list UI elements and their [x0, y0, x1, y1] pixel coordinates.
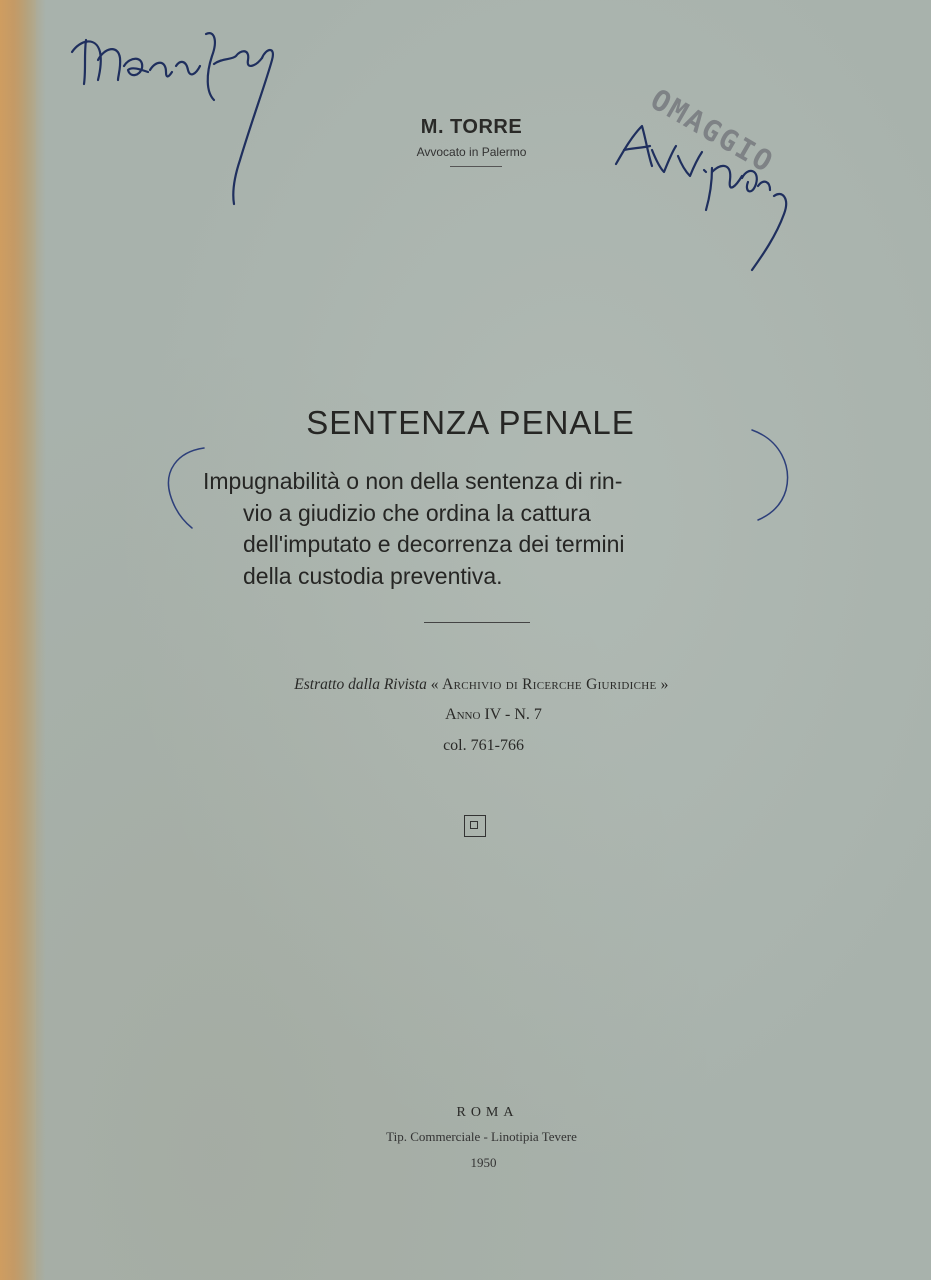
author-divider: [450, 166, 502, 167]
document-subtitle: [203, 466, 763, 592]
column-range: col. 761-766: [443, 737, 524, 754]
subtitle-line-4: della custodia preventiva.: [243, 562, 503, 589]
extract-prefix: Estratto dalla Rivista: [294, 676, 427, 693]
imprint-city: ROMA: [456, 1105, 519, 1120]
author-name: M. TORRE: [420, 116, 523, 138]
section-divider: [424, 622, 530, 623]
subtitle-line-2: vio a giudizio che ordina la cattura: [243, 499, 591, 526]
journal-name: « Archivio di Ricerche Giuridiche »: [430, 676, 669, 693]
issue-number: Anno IV - N. 7: [445, 706, 542, 723]
document-title: SENTENZA PENALE: [306, 404, 635, 441]
subtitle-line-1: Impugnabilità o non della sentenza di rin-: [203, 468, 623, 494]
square-ornament-icon: [464, 815, 486, 837]
author-role: Avvocato in Palermo: [416, 145, 527, 159]
omaggio-stamp: OMAGGIO: [645, 82, 780, 180]
subtitle-line-3: dell'imputato e decorrenza dei termini: [243, 531, 625, 557]
imprint-year: 1950: [470, 1155, 497, 1170]
imprint-printer: Tip. Commerciale - Linotipia Tevere: [386, 1129, 577, 1144]
extract-note: [16, 676, 931, 694]
